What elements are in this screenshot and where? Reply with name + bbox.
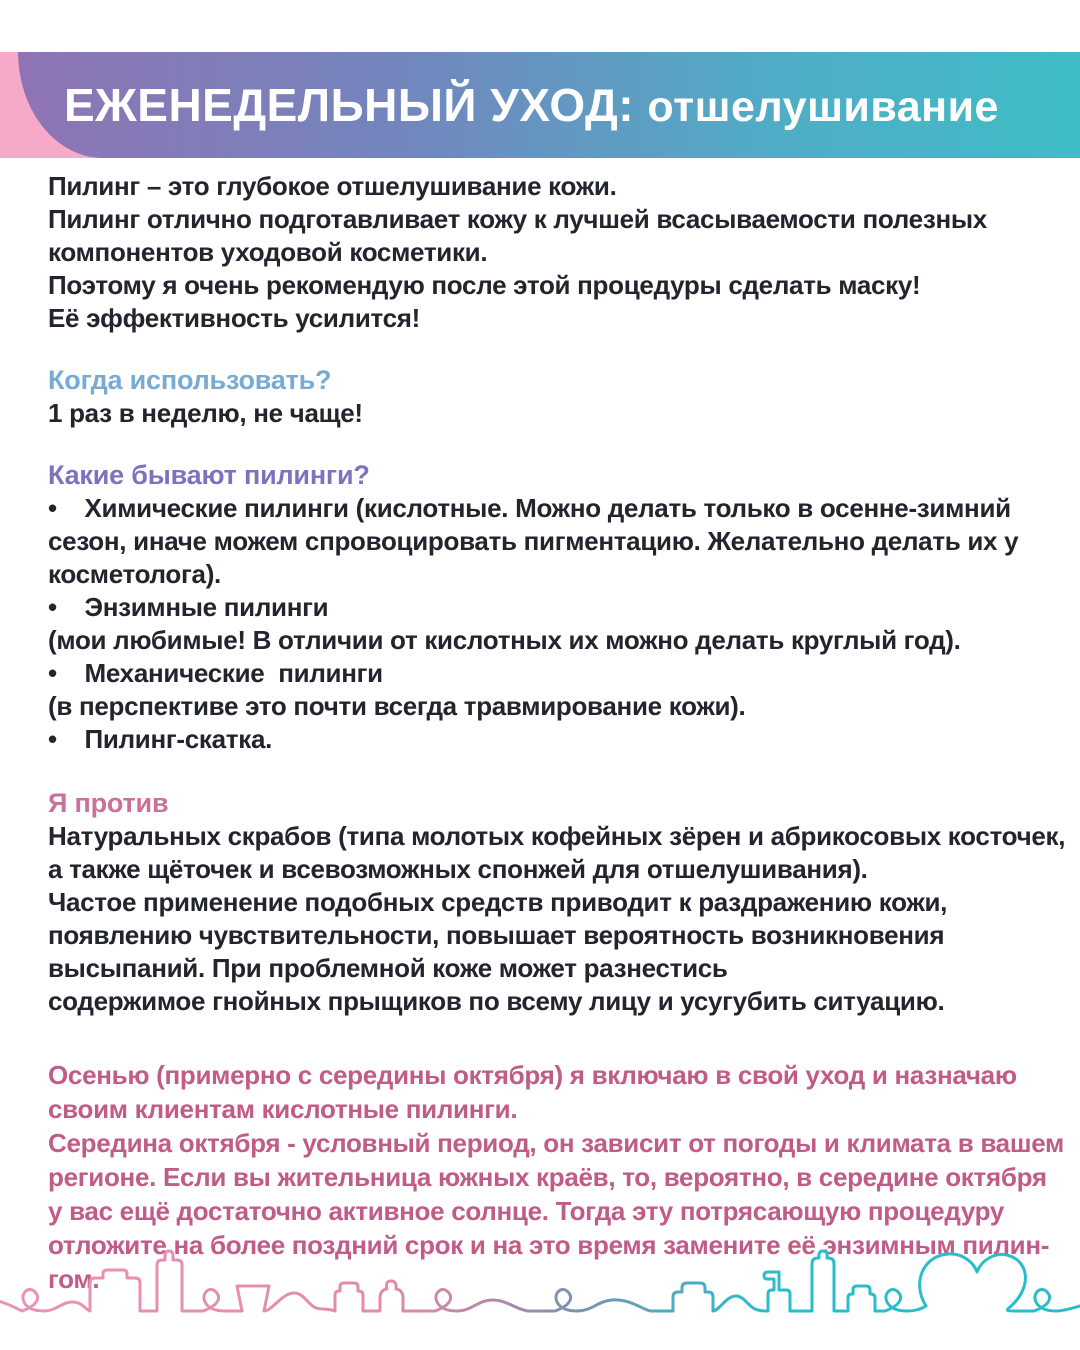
list-line: (мои любимые! В отличии от кислотных их можно делать круглый год). bbox=[48, 625, 961, 655]
text-line: Пилинг отлично подготавливает кожу к лучшей всасываемости полезных bbox=[48, 204, 987, 234]
text-line: Натуральных скрабов (типа молотых кофейных зёрен и абрикосовых косточек, bbox=[48, 821, 1066, 851]
text-line: отложите на более поздний срок и на это время замените её энзимным пилин- bbox=[48, 1230, 1050, 1260]
text-line: гом. bbox=[48, 1264, 100, 1294]
text-line: Середина октября - условный период, он зависит от погоды и климата в вашем bbox=[48, 1128, 1064, 1158]
text-line: Поэтому я очень рекомендую после этой процедуры сделать маску! bbox=[48, 270, 921, 300]
text-line: высыпаний. При проблемной коже может разнестись bbox=[48, 953, 728, 983]
section-heading-when: Когда использовать? bbox=[48, 365, 332, 395]
banner-gradient-swoosh bbox=[18, 52, 1080, 158]
page-title-main: ЕЖЕНЕДЕЛЬНЫЙ УХОД: bbox=[64, 79, 635, 131]
text-line: Осенью (примерно с середины октября) я включаю в свой уход и назначаю bbox=[48, 1060, 1017, 1090]
text-line: Её эффективность усилится! bbox=[48, 303, 420, 333]
text-line: компонентов уходовой косметики. bbox=[48, 237, 488, 267]
bottles-and-heart-line bbox=[0, 1251, 1080, 1311]
list-line: • Энзимные пилинги bbox=[48, 592, 329, 622]
list-line: • Пилинг-скатка. bbox=[48, 724, 273, 754]
page-title-accent: отшелушивание bbox=[647, 83, 999, 131]
list-line: (в перспективе это почти всегда травмирование кожи). bbox=[48, 691, 746, 721]
section-heading-types: Какие бывают пилинги? bbox=[48, 460, 370, 490]
section-heading-against: Я против bbox=[48, 788, 169, 818]
text-line: содержимое гнойных прыщиков по всему лицу и усугубить ситуацию. bbox=[48, 986, 945, 1016]
list-line: • Механические пилинги bbox=[48, 658, 383, 688]
text-line: появлению чувствительности, повышает вероятность возникновения bbox=[48, 920, 945, 950]
text-line: регионе. Если вы жительница южных краёв, то, вероятно, в середине октября bbox=[48, 1162, 1047, 1192]
text-line: своим клиентам кислотные пилинги. bbox=[48, 1094, 518, 1124]
text-line: Частое применение подобных средств приводит к раздражению кожи, bbox=[48, 887, 948, 917]
list-line: • Химические пилинги (кислотные. Можно делать только в осенне-зимний bbox=[48, 493, 1011, 523]
types-list bbox=[48, 492, 1060, 756]
cosmetics-line-art bbox=[0, 1248, 1080, 1340]
list-line: косметолога). bbox=[48, 559, 221, 589]
against-paragraph bbox=[48, 820, 1066, 1018]
when-answer: 1 раз в неделю, не чаще! bbox=[48, 398, 363, 428]
text-line: а также щёточек и всевозможных спонжей для отшелушивания). bbox=[48, 854, 868, 884]
intro-paragraph bbox=[48, 170, 1060, 335]
text-line: Пилинг – это глубокое отшелушивание кожи. bbox=[48, 171, 617, 201]
text-line: у вас ещё достаточно активное солнце. Тогда эту потрясающую процедуру bbox=[48, 1196, 1005, 1226]
list-line: сезон, иначе можем спровоцировать пигментацию. Желательно делать их у bbox=[48, 526, 1019, 556]
page-title bbox=[64, 78, 999, 132]
header-banner bbox=[0, 52, 1080, 158]
article-body bbox=[0, 170, 1080, 1296]
